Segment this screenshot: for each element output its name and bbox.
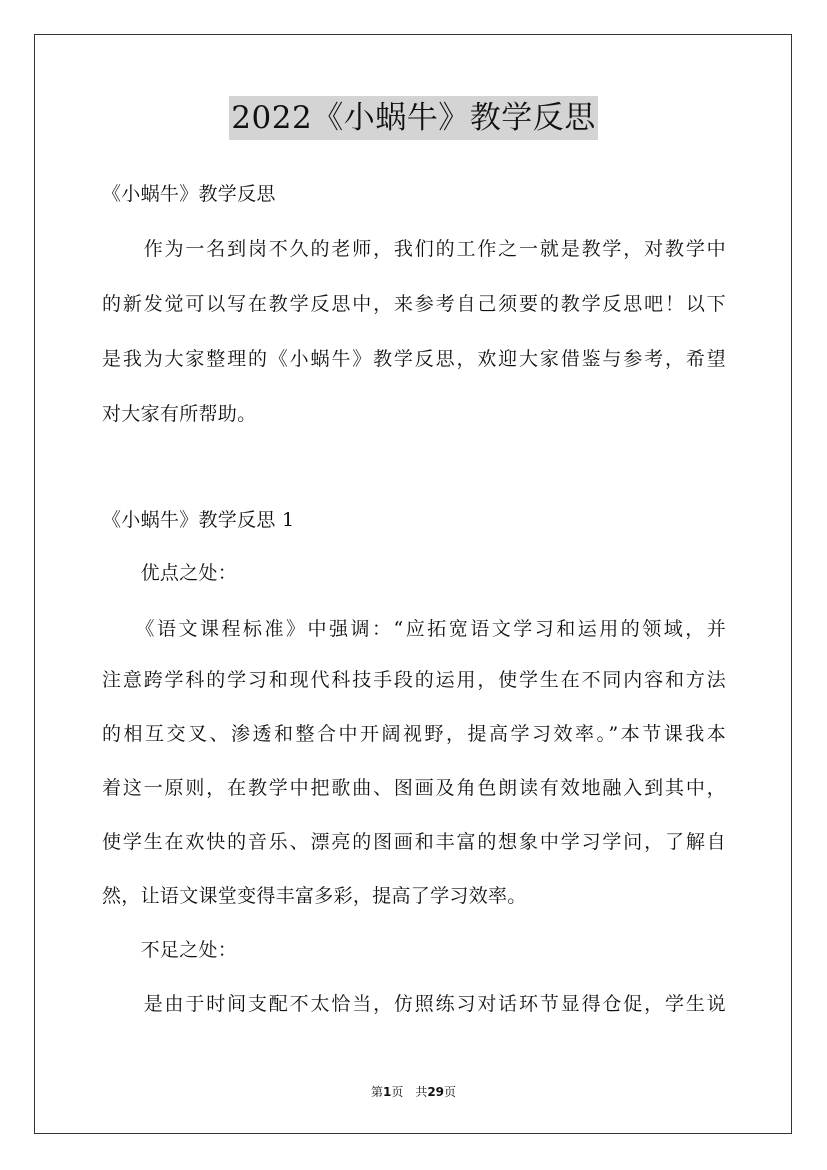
footer-page-suffix: 页: [444, 1085, 457, 1099]
intro-line-2: 的新发觉可以写在教学反思中，来参考自己须要的教学反思吧！以下: [102, 293, 726, 315]
intro-line-1: 作为一名到岗不久的老师，我们的工作之一就是教学，对教学中: [102, 238, 726, 260]
strengths-line-3: 的相互交叉、渗透和整合中开阔视野，提高学习效率。”本节课我本: [102, 723, 726, 745]
footer-page-total: 29: [427, 1085, 445, 1099]
strengths-line-5: 使学生在欢快的音乐、漂亮的图画和丰富的想象中学习学问，了解自: [102, 831, 726, 853]
section-heading-1: 《小蜗牛》教学反思 1: [102, 509, 295, 531]
weakness-line-1: 是由于时间支配不太恰当，仿照练习对话环节显得仓促，学生说: [102, 993, 726, 1015]
page-footer: [0, 1084, 827, 1100]
strengths-line-1: 《语文课程标准》中强调：“应拓宽语文学习和运用的领域，并: [102, 618, 726, 640]
title-container: [0, 96, 827, 140]
document-title: 2022《小蜗牛》教学反思: [229, 96, 597, 140]
weakness-label: 不足之处：: [102, 939, 238, 961]
intro-line-4: 对大家有所帮助。: [102, 403, 257, 425]
strengths-label: 优点之处：: [102, 562, 238, 584]
strengths-line-2: 注意跨学科的学习和现代科技手段的运用，使学生在不同内容和方法: [102, 669, 726, 691]
footer-page-mid: 页 共: [391, 1085, 428, 1099]
strengths-line-6: 然，让语文课堂变得丰富多彩，提高了学习效率。: [102, 885, 527, 907]
footer-page-number: 1: [382, 1085, 392, 1099]
strengths-line-4: 着这一原则，在教学中把歌曲、图画及角色朗读有效地融入到其中，: [102, 777, 726, 799]
footer-page-prefix: 第: [370, 1085, 383, 1099]
intro-line-3: 是我为大家整理的《小蜗牛》教学反思，欢迎大家借鉴与参考，希望: [102, 348, 726, 370]
intro-heading: 《小蜗牛》教学反思: [102, 183, 276, 205]
